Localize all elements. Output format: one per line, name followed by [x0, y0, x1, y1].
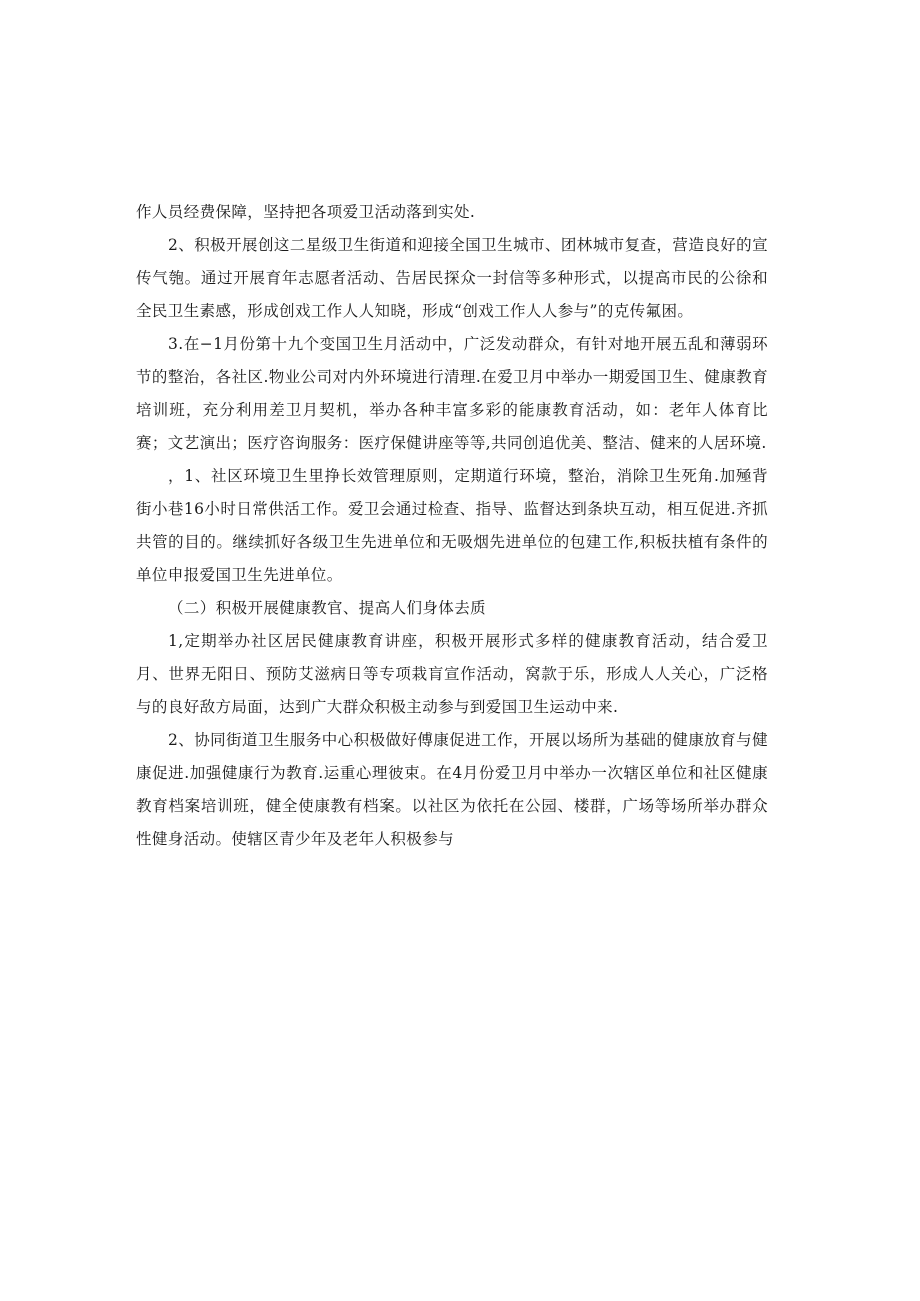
paragraph-health-lectures: 1,定期举办社区居民健康教育讲座，积极开展形式多样的健康教育活动，结合爱卫月、世界无阳日、预防艾滋病日等专项栽肓宣作活动，窝款于乐，形成人人关心，广泛格与的良好敌方局面，达到广大群众积极主动参与到爱国卫生运动中来.: [136, 632, 768, 716]
section-heading-health-education: （二）积极开展健康教官、提高人们身体去质: [168, 599, 487, 617]
paragraph-health-promotion: 2、协同街道卫生服务中心积极做好傅康促进工作，开展以场所为基础的健康放育与健康促进.加强健康行为教育.运重心理彼束。在4月份爱卫月中举办一次辖区单位和社区健康教育档案培训班，健全使康教有档案。以社区为依托在公园、楼群，广场等场所举办群众性健身活动。使辖区青少年及老年人积极参与: [136, 731, 768, 848]
paragraph-patriotic-health-month: 3.在−1月份第十九个变国卫生月活动中，广泛发动群众，有针对地开展五乱和薄弱环节的整治，各社区.物业公司对内外环境进行清理.在爱卫月中举办一期爱国卫生、健康教育培训班，充分利用差卫月契机，举办各种丰富多彩的能康教育活动，如：老年人体育比赛；文艺演出；医疗咨询服务：医疗保健讲座等等,共同创追优美、整洁、健来的人居环境.: [136, 335, 768, 452]
paragraph-environment-management: ，1、社区环境卫生里挣长效管理原则，定期道行环境，整治，消除卫生死角.加殛背街小巷16小时日常供活工作。爱卫会通过检查、指导、监督达到条块互动，相互促进.齐抓共管的目的。继续抓好各级卫生先进单位和无吸烟先进单位的包建工作,积板扶植有条件的单位申报爱国卫生先进单位。: [136, 467, 768, 584]
paragraph-funding-continuation: 作人员经费保障，坚持把各项爱卫活动落到实处.: [136, 203, 476, 221]
document-body: [136, 196, 768, 856]
paragraph-health-city-review: 2、积极开展创这二星级卫生街道和迎接全国卫生城市、团林城市复查，营造良好的宣传气匏。通过开展育年志愿者活动、告居民探众一封信等多种形式，以提高市民的公徐和全民卫生素感，形成创戏工作人人知晓，形成“创戏工作人人参与”的克传氟困。: [136, 236, 768, 320]
